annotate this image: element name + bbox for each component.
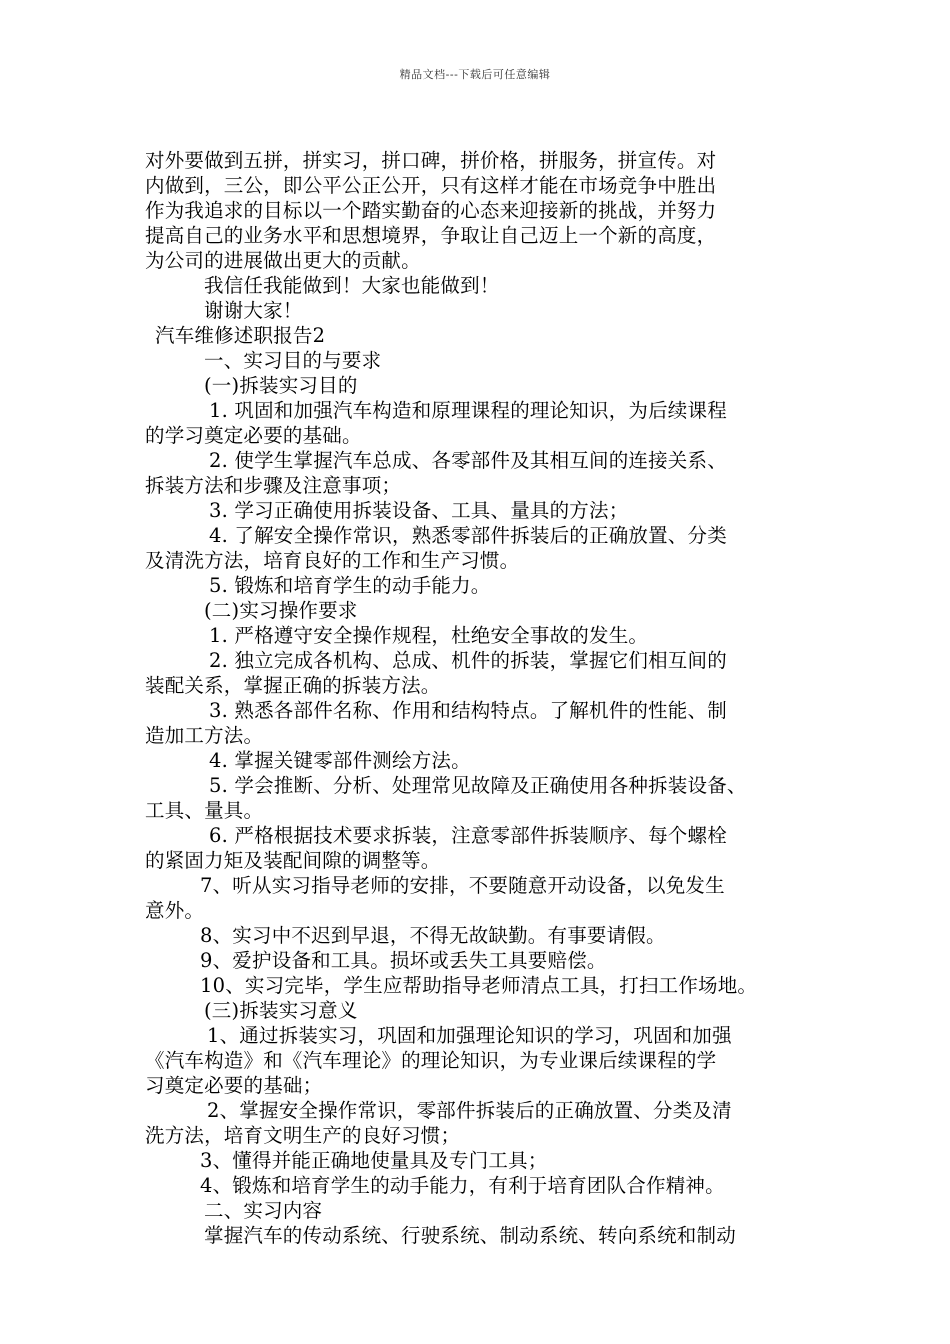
text-line: 7、听从实习指导老师的安排，不要随意开动设备，以免发生 (200, 874, 725, 897)
text-line: 二、实习内容 (204, 1199, 323, 1222)
text-line: 习奠定必要的基础； (145, 1074, 323, 1097)
text-line: 3. 学习正确使用拆装设备、工具、量具的方法； (209, 499, 629, 522)
text-line: 1. 巩固和加强汽车构造和原理课程的理论知识，为后续课程 (209, 399, 727, 422)
text-line: (二)实习操作要求 (204, 599, 358, 622)
text-line: 的学习奠定必要的基础。 (145, 424, 362, 447)
text-line: 2. 使学生掌握汽车总成、各零部件及其相互间的连接关系、 (209, 449, 727, 472)
text-line: 拆装方法和步骤及注意事项； (145, 474, 402, 497)
text-line: 2. 独立完成各机构、总成、机件的拆装，掌握它们相互间的 (209, 649, 727, 672)
text-line: 为公司的进展做出更大的贡献。 (145, 249, 421, 272)
text-line: 造加工方法。 (145, 724, 264, 747)
page-header: 精品文档---下载后可任意编辑 (399, 68, 551, 81)
text-line: 1、通过拆装实习，巩固和加强理论知识的学习，巩固和加强 (207, 1024, 732, 1047)
text-line: 4. 了解安全操作常识，熟悉零部件拆装后的正确放置、分类 (209, 524, 727, 547)
text-line: 1. 严格遵守安全操作规程，杜绝安全事故的发生。 (209, 624, 649, 647)
text-line: 掌握汽车的传动系统、行驶系统、制动系统、转向系统和制动 (204, 1224, 736, 1247)
text-line: 的紧固力矩及装配间隙的调整等。 (145, 849, 441, 872)
text-line: 6. 严格根据技术要求拆装，注意零部件拆装顺序、每个螺栓 (209, 824, 727, 847)
text-line: 5. 锻炼和培育学生的动手能力。 (209, 574, 491, 597)
text-line: (一)拆装实习目的 (204, 374, 358, 397)
text-line: 3. 熟悉各部件名称、作用和结构特点。了解机件的性能、制 (209, 699, 727, 722)
text-line: 2、掌握安全操作常识，零部件拆装后的正确放置、分类及清 (207, 1099, 732, 1122)
text-line: 3、懂得并能正确地使量具及专门工具； (200, 1149, 548, 1172)
text-line: 10、实习完毕，学生应帮助指导老师清点工具，打扫工作场地。 (200, 974, 758, 997)
text-line: 9、爱护设备和工具。损坏或丢失工具要赔偿。 (200, 949, 607, 972)
text-line: 汽车维修述职报告2 (155, 324, 326, 347)
text-line: 内做到，三公，即公平公正公开，只有这样才能在市场竞争中胜出 (145, 174, 717, 197)
text-line: 装配关系，掌握正确的拆装方法。 (145, 674, 441, 697)
text-line: 8、实习中不迟到早退，不得无故缺勤。有事要请假。 (200, 924, 666, 947)
text-line: 提高自己的业务水平和思想境界，争取让自己迈上一个新的高度， (145, 224, 717, 247)
text-line: 谢谢大家！ (204, 299, 303, 322)
text-line: 作为我追求的目标以一个踏实勤奋的心态来迎接新的挑战，并努力 (145, 199, 717, 222)
text-line: 4. 掌握关键零部件测绘方法。 (209, 749, 471, 772)
text-line: 对外要做到五拼，拼实习，拼口碑，拼价格，拼服务，拼宣传。对 (145, 149, 717, 172)
text-line: 一、实习目的与要求 (204, 349, 382, 372)
text-line: 及清洗方法，培育良好的工作和生产习惯。 (145, 549, 520, 572)
text-line: 洗方法，培育文明生产的良好习惯； (145, 1124, 461, 1147)
document-body (145, 148, 825, 1248)
text-line: 5. 学会推断、分析、处理常见故障及正确使用各种拆装设备、 (209, 774, 747, 797)
text-line: (三)拆装实习意义 (204, 999, 358, 1022)
text-line: 《汽车构造》和《汽车理论》的理论知识，为专业课后续课程的学 (145, 1049, 717, 1072)
text-line: 工具、量具。 (145, 799, 264, 822)
text-line: 我信任我能做到！大家也能做到！ (204, 274, 500, 297)
text-line: 4、锻炼和培育学生的动手能力，有利于培育团队合作精神。 (200, 1174, 725, 1197)
text-line: 意外。 (145, 899, 205, 922)
